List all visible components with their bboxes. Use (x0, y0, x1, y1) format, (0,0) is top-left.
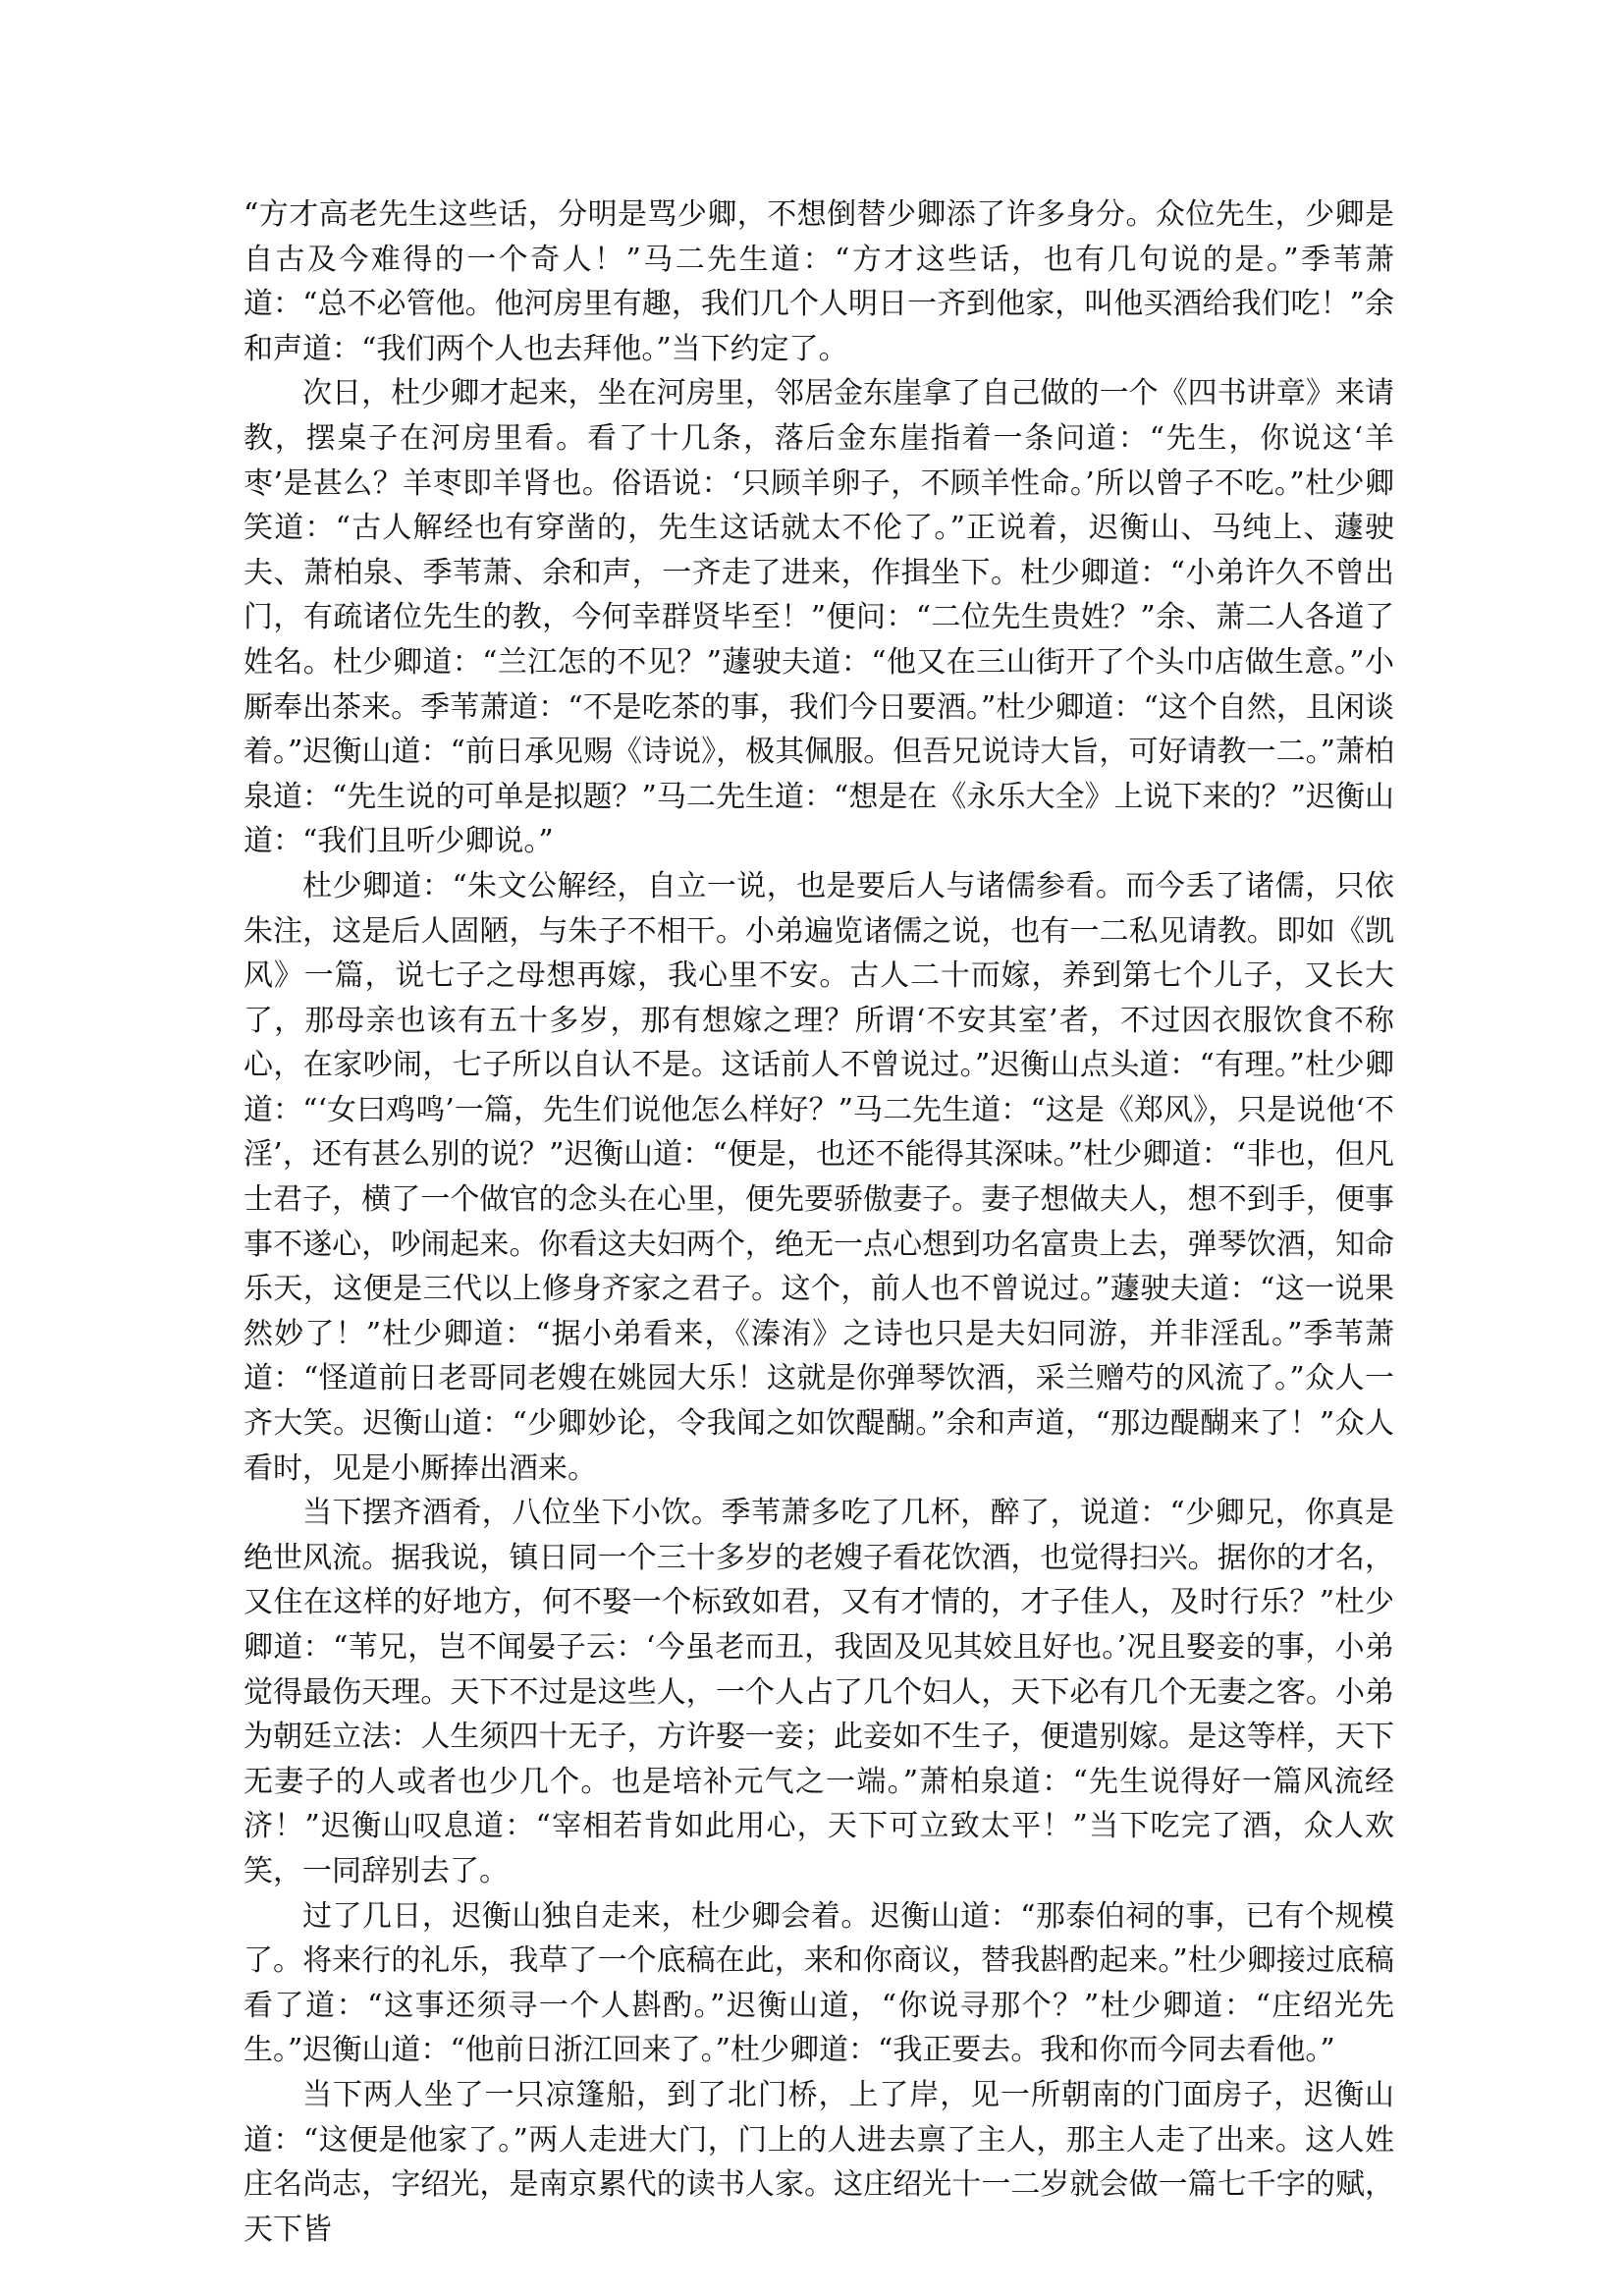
paragraph: 当下摆齐酒肴，八位坐下小饮。季苇萧多吃了几杯，醉了，说道：“少卿兄，你真是绝世风流。据我说，镇日同一个三十多岁的老嫂子看花饮酒，也觉得扫兴。据你的才名，又住在这样的好地方，何不娶一个标致如君，又有才情的，才子佳人，及时行乐？”杜少卿道：“苇兄，岂不闻晏子云：‘今虽老而丑，我固及见其姣且好也。’况且娶妾的事，小弟觉得最伤天理。天下不过是这些人，一个人占了几个妇人，天下必有几个无妻之客。小弟为朝廷立法：人生须四十无子，方许娶一妾；此妾如不生子，便遣别嫁。是这等样，天下无妻子的人或者也少几个。也是培补元气之一端。”萧柏泉道：“先生说得好一篇风流经济！”迟衡山叹息道：“宰相若肯如此用心，天下可立致太平！”当下吃完了酒，众人欢笑，一同辞别去了。 (243, 1496, 1394, 1888)
body-text (243, 192, 1394, 2252)
paragraph: 当下两人坐了一只凉篷船，到了北门桥，上了岸，见一所朝南的门面房子，迟衡山道：“这便是他家了。”两人走进大门，门上的人进去禀了主人，那主人走了出来。这人姓庄名尚志，字绍光，是南京累代的读书人家。这庄绍光十一二岁就会做一篇七千字的赋，天下皆 (243, 2077, 1394, 2247)
paragraph: 次日，杜少卿才起来，坐在河房里，邻居金东崖拿了自己做的一个《四书讲章》来请教，摆桌子在河房里看。看了十几条，落后金东崖指着一条问道：“先生，你说这‘羊枣’是甚么？羊枣即羊肾也。俗语说：‘只顾羊卵子，不顾羊性命。’所以曾子不吃。”杜少卿笑道：“古人解经也有穿凿的，先生这话就太不伦了。”正说着，迟衡山、马纯上、蘧驶夫、萧柏泉、季苇萧、余和声，一齐走了进来，作揖坐下。杜少卿道：“小弟许久不曾出门，有疏诸位先生的教，今何幸群贤毕至！”便问：“二位先生贵姓？”余、萧二人各道了姓名。杜少卿道：“兰江怎的不见？”蘧驶夫道：“他又在三山街开了个头巾店做生意。”小厮奉出茶来。季苇萧道：“不是吃茶的事，我们今日要酒。”杜少卿道：“这个自然，且闲谈着。”迟衡山道：“前日承见赐《诗说》，极其佩服。但吾兄说诗大旨，可好请教一二。”萧柏泉道：“先生说的可单是拟题？”马二先生道：“想是在《永乐大全》上说下来的？”迟衡山道：“我们且听少卿说。” (243, 376, 1394, 859)
paragraph: “方才高老先生这些话，分明是骂少卿，不想倒替少卿添了许多身分。众位先生，少卿是自古及今难得的一个奇人！”马二先生道：“方才这些话，也有几句说的是。”季苇萧道：“总不必管他。他河房里有趣，我们几个人明日一齐到他家，叫他买酒给我们吃！”余和声道：“我们两个人也去拜他。”当下约定了。 (243, 197, 1394, 366)
paragraph: 杜少卿道：“朱文公解经，自立一说，也是要后人与诸儒参看。而今丢了诸儒，只依朱注，这是后人固陋，与朱子不相干。小弟遍览诸儒之说，也有一二私见请教。即如《凯风》一篇，说七子之母想再嫁，我心里不安。古人二十而嫁，养到第七个儿子，又长大了，那母亲也该有五十多岁，那有想嫁之理？所谓‘不安其室’者，不过因衣服饮食不称心，在家吵闹，七子所以自认不是。这话前人不曾说过。”迟衡山点头道：“有理。”杜少卿道：“‘女曰鸡鸣’一篇，先生们说他怎么样好？”马二先生道：“这是《郑风》，只是说他‘不淫’，还有甚么别的说？”迟衡山道：“便是，也还不能得其深味。”杜少卿道：“非也，但凡士君子，横了一个做官的念头在心里，便先要骄傲妻子。妻子想做夫人，想不到手，便事事不遂心，吵闹起来。你看这夫妇两个，绝无一点心想到功名富贵上去，弹琴饮酒，知命乐天，这便是三代以上修身齐家之君子。这个，前人也不曾说过。”蘧驶夫道：“这一说果然妙了！”杜少卿道：“据小弟看来，《溱洧》之诗也只是夫妇同游，并非淫乱。”季苇萧道：“怪道前日老哥同老嫂在姚园大乐！这就是你弹琴饮酒，采兰赠芍的风流了。”众人一齐大笑。迟衡山道：“少卿妙论，令我闻之如饮醍醐。”余和声道，“那边醍醐来了！”众人看时，见是小厮捧出酒来。 (243, 868, 1394, 1486)
paragraph: 过了几日，迟衡山独自走来，杜少卿会着。迟衡山道：“那泰伯祠的事，已有个规模了。将来行的礼乐，我草了一个底稿在此，来和你商议，替我斟酌起来。”杜少卿接过底稿看了道：“这事还须寻一个人斟酌。”迟衡山道，“你说寻那个？”杜少卿道：“庄绍光先生。”迟衡山道：“他前日浙江回来了。”杜少卿道：“我正要去。我和你而今同去看他。” (243, 1898, 1394, 2068)
